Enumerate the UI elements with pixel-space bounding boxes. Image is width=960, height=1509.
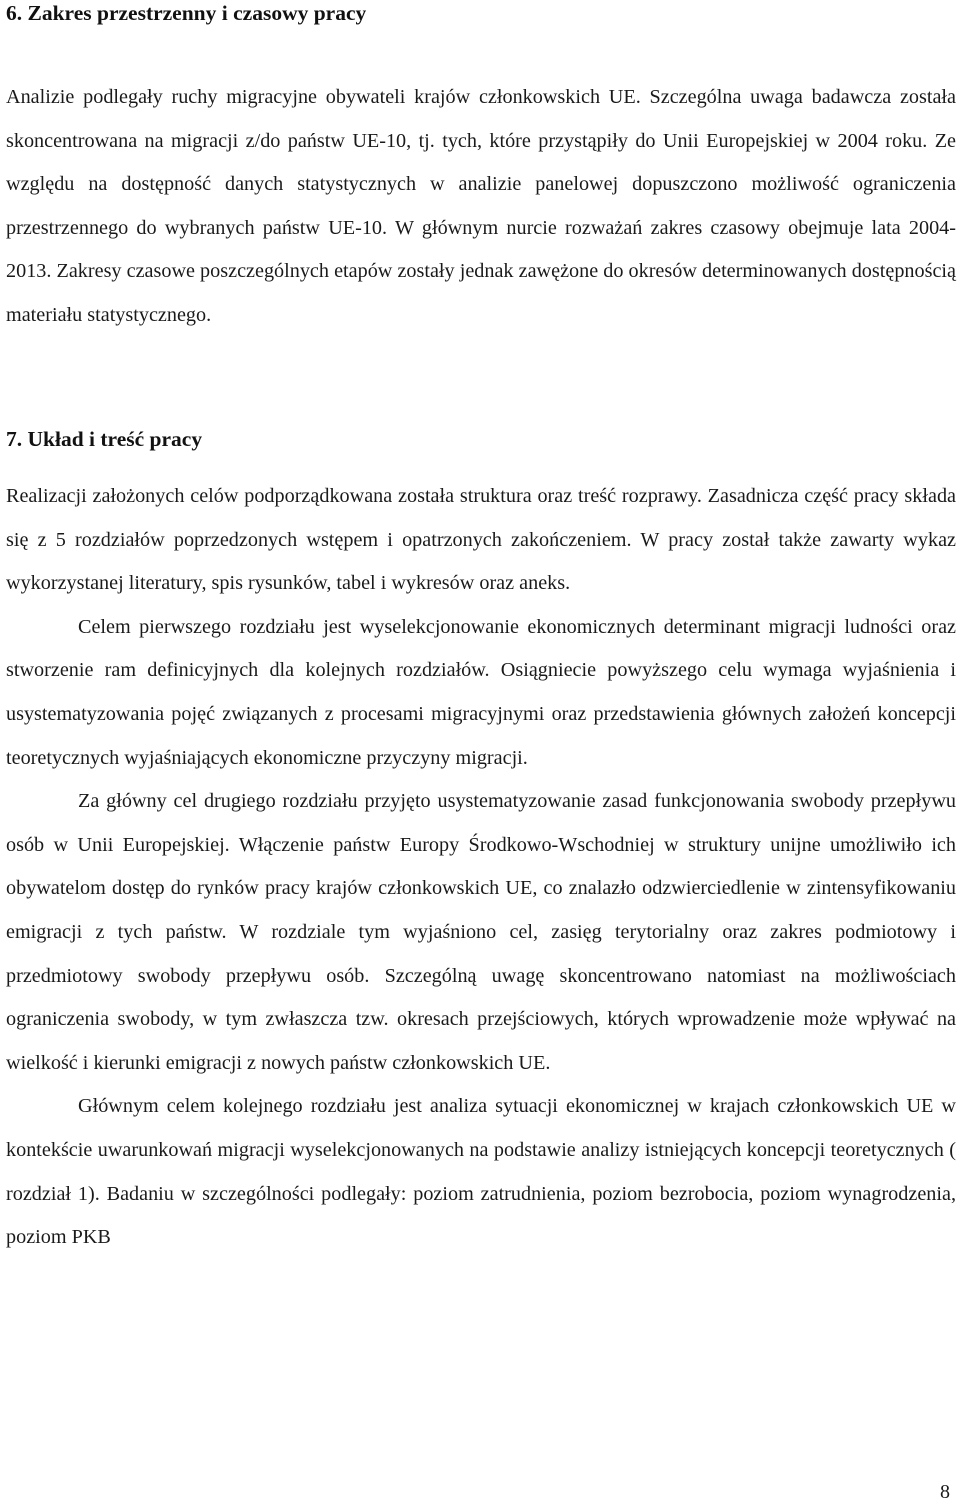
paragraph-chapter-1: Celem pierwszego rozdziału jest wyselekcjonowanie ekonomicznych determinant migracji ludności oraz stworzenie ram definicyjnych dla kolejnych rozdziałów. Osiągniecie powyższego celu wymaga wyjaśnienia i usystematyzowania pojęć związanych z procesami migracyjnymi oraz przedstawienia głównych założeń koncepcji teoretycznych wyjaśniających ekonomiczne przyczyny migracji. (6, 615, 956, 769)
paragraph-chapter-3: Głównym celem kolejnego rozdziału jest analiza sytuacji ekonomicznej w krajach członkowskich UE w kontekście uwarunkowań migracji wyselekcjonowanych na podstawie analizy istniejących koncepcji teoretycznych ( rozdział 1). Badaniu w szczególności podlegały: poziom zatrudnienia, poziom bezrobocia, poziom wynagrodzenia, poziom PKB (6, 1095, 956, 1249)
section-heading-6: 6. Zakres przestrzenny i czasowy pracy (6, 1, 367, 25)
paragraph-structure: Realizacji założonych celów podporządkowana została struktura oraz treść rozprawy. Zasadnicza część pracy składa się z 5 rozdziałów poprzedzonych wstępem i opatrzonych zakończeniem. W pracy został także zawarty wykaz wykorzystanej literatury, spis rysunków, tabel i wykresów oraz aneks. (6, 485, 956, 595)
section-7-body (6, 475, 956, 1260)
page-number: 8 (940, 1481, 950, 1503)
paragraph-chapter-2: Za główny cel drugiego rozdziału przyjęto usystematyzowanie zasad funkcjonowania swobody przepływu osób w Unii Europejskiej. Włączenie państw Europy Środkowo-Wschodniej w struktury unijne umożliwiło ich obywatelom dostęp do rynków pracy krajów członkowskich UE, co znalazło odzwierciedlenie w zintensyfikowaniu emigracji z tych państw. W rozdziale tym wyjaśniono cel, zasięg terytorialny oraz zakres podmiotowy i przedmiotowy swobody przepływu osób. Szczególną uwagę skoncentrowano natomiast na możliwościach ograniczenia swobody, w tym zwłaszcza tzw. okresach przejściowych, których wprowadzenie może wpływać na wielkość i kierunki emigracji z nowych państw członkowskich UE. (6, 790, 956, 1074)
section-heading-7: 7. Układ i treść pracy (6, 427, 203, 451)
section-6-body (6, 76, 956, 338)
paragraph-scope: Analizie podlegały ruchy migracyjne obywateli krajów członkowskich UE. Szczególna uwaga badawcza została skoncentrowana na migracji z/do państw UE-10, tj. tych, które przystąpiły do Unii Europejskiej w 2004 roku. Ze względu na dostępność danych statystycznych w analizie panelowej dopuszczono możliwość ograniczenia przestrzennego do wybranych państw UE-10. W głównym nurcie rozważań zakres czasowy obejmuje lata 2004-2013. Zakresy czasowe poszczególnych etapów zostały jednak zawężone do okresów determinowanych dostępnością materiału statystycznego. (6, 86, 956, 326)
